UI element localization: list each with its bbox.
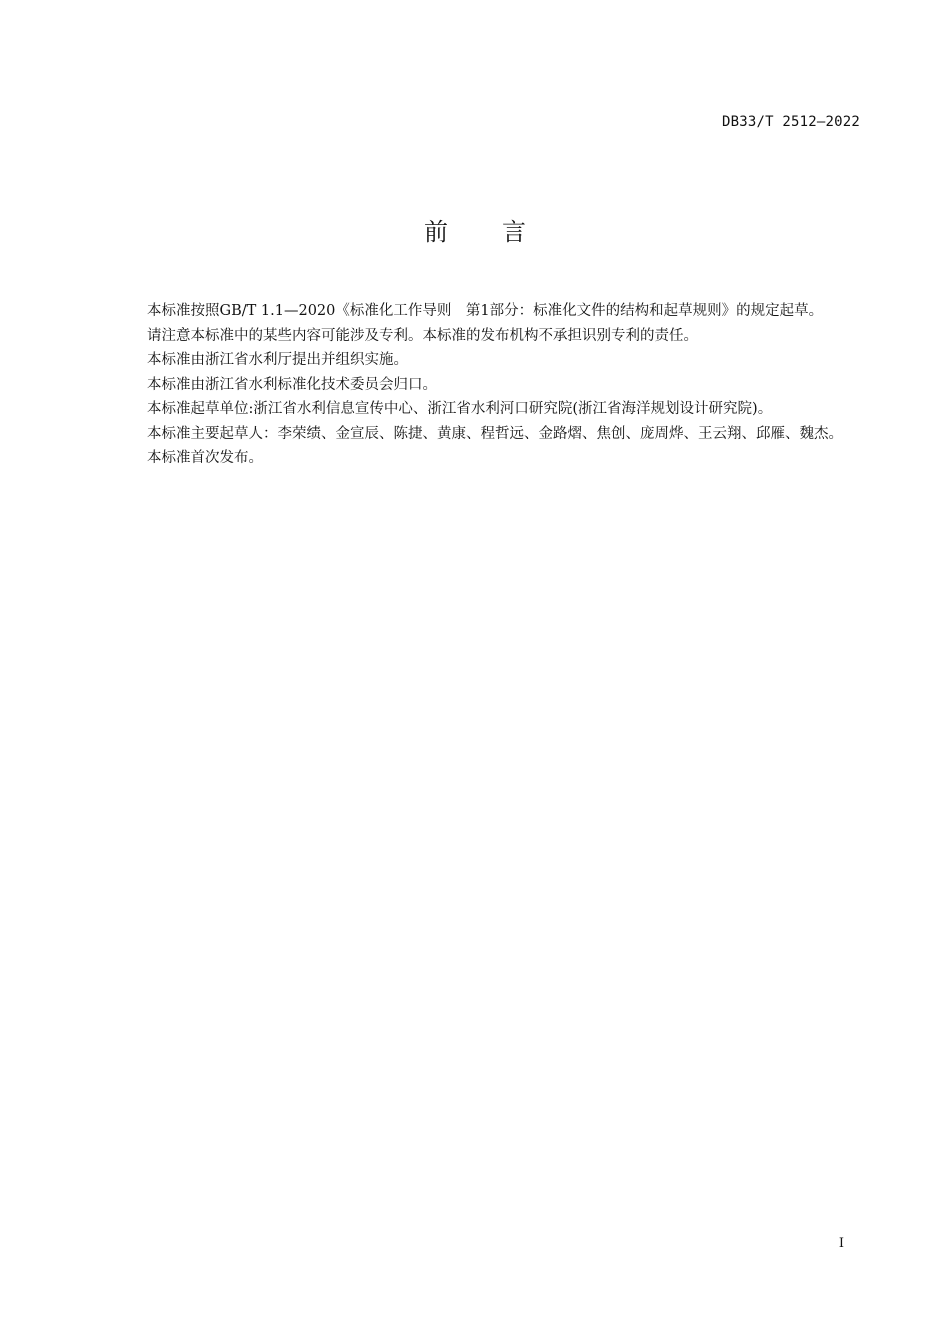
foreword-paragraph-drafters: 本标准主要起草人：李荣绩、金宣辰、陈捷、黄康、程哲远、金路熠、焦创、庞周烨、王云翔、邱雁、魏杰。 [147,425,843,442]
foreword-body [114,299,860,471]
foreword-paragraph-drafting-units: 本标准起草单位:浙江省水利信息宣传中心、浙江省水利河口研究院(浙江省海洋规划设计研究院)。 [147,401,773,417]
foreword-paragraph-proposer: 本标准由浙江省水利厅提出并组织实施。 [147,352,408,368]
page-title-char-2: 言 [502,218,526,246]
foreword-paragraph-patent-notice: 请注意本标准中的某些内容可能涉及专利。本标准的发布机构不承担识别专利的责任。 [147,327,698,344]
foreword-paragraph-committee: 本标准由浙江省水利标准化技术委员会归口。 [147,376,437,393]
page-number: I [838,1236,844,1251]
document-code: DB33/T 2512—2022 [721,114,860,130]
foreword-paragraph-drafting-rules: 本标准按照GB/T 1.1—2020《标准化工作导则 第1部分：标准化文件的结构和起草规则》的规定起草。 [147,303,824,319]
page-title [0,212,950,247]
page-title-char-1: 前 [424,218,448,246]
foreword-paragraph-first-release: 本标准首次发布。 [147,450,263,466]
